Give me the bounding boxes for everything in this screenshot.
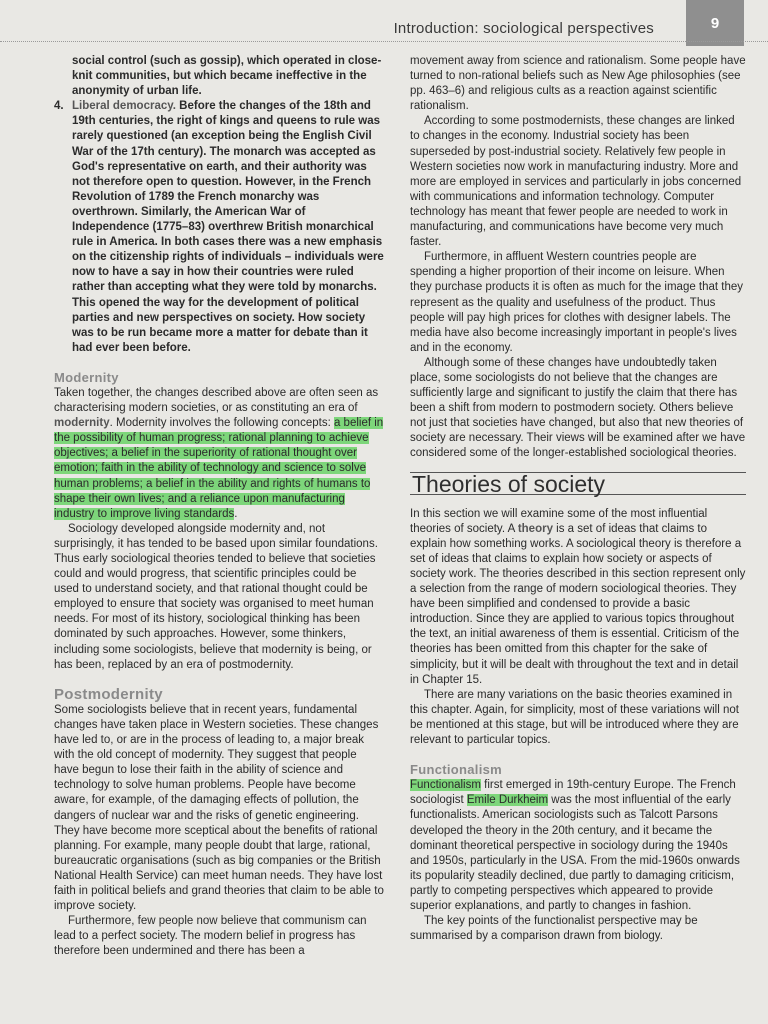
list-number: 4.: [54, 100, 64, 113]
right-paragraph-4: Although some of these changes have undoubtedly taken place, some sociologists do not believe that the changes are sufficiently large and significant to justify the claim that there has been a shift from modern to postmodern society. Others believe not just that societies have changed, but also that new theories of society are necessary. Their views will be examined after we have considered some of the longer-established sociological theories.: [410, 356, 746, 460]
functionalism-paragraph-2: The key points of the functionalist perspective may be summarised by a comparison drawn from biology.: [410, 915, 698, 943]
postmodernity-paragraph-1: Some sociologists believe that in recent years, fundamental changes have taken place in Western societies. These changes have led to, or are in the process of leading to, a major break with the old concept of modernity. They suggest that people have begun to lose their faith in the ability of science and technology to solve human problems. People have become aware, for example, of the damaging effects of pollution, the dangers of nuclear war and the risks of genetic engineering. They have become more sceptical about the benefits of rational planning. For example, many people doubt that large, rational, bureaucratic organisations (such as big companies or the British National Health Service) can meet human needs. They have lost faith in political beliefs and grand theories that claim to be able to improve society.: [54, 703, 384, 913]
page-number: 9: [686, 0, 744, 46]
highlighted-text: a belief in the possibility of human progress; rational planning to achieve objectives; a belief in the superiority of rational thought over emotion; faith in the ability of technology and science to solve human problems; a belief in the ability and rights of humans to shape their own lives; and a reliance upon manufacturing industry to improve living standards: [54, 417, 384, 520]
running-title: Introduction: sociological perspectives: [393, 20, 654, 37]
heading-modernity: Modernity: [54, 369, 119, 385]
theories-section: [410, 472, 746, 495]
text-run: is a set of ideas that claims to explain how something works. A sociological theory is therefore a set of ideas that claims to explain how society or aspects of society work. The theories described in this section represent only a selection from the range of modern sociological theories. They have been simplified and condensed to provide a basic introduction. Since they are applied to various topics throughout the text, an initial awareness of them is essential. Criticism of the theories has been omitted from this chapter for the sake of simplicity, but it will be dealt with throughout the text and in detail in Chapter 15.: [410, 522, 746, 686]
theories-paragraph-1: [410, 507, 746, 688]
text-run: In this section we will examine some of the most influential theories of society. A: [410, 507, 708, 535]
highlighted-durkheim: Emile Durkheim: [466, 794, 549, 807]
page-header: [0, 0, 768, 42]
text-run: .: [234, 507, 238, 520]
list-continuation: social control (such as gossip), which operated in close-knit communities, but which became ineffective in the anonymity of urban life.: [72, 55, 382, 98]
key-term-theory: theory: [517, 522, 553, 535]
postmodernity-paragraph-2: Furthermore, few people now believe that communism can lead to a perfect society. The modern belief in progress has therefore been undermined and there has been a: [54, 915, 367, 958]
text-run: . Modernity involves the following concepts:: [109, 417, 334, 430]
modernity-paragraph-2: Sociology developed alongside modernity and, not surprisingly, it has tended to be based upon similar foundations. Thus early sociological theories tended to believe that societies could and would progress, that scientific principles could be used to understand society, and that rational thought could be employed to ensure that society was organised to meet human needs. For most of its history, sociological thinking has been dominated by such approaches. However, some thinkers, including some sociologists, believe that modernity is being, or has been, replaced by an era of postmodernity.: [54, 522, 378, 671]
left-column: [54, 54, 384, 959]
header-divider: [0, 41, 768, 42]
text-run: was the most influential of the early functionalists. American sociologists such as Talcott Parsons developed the theory in the 20th century, and it became the dominant theoretical perspective in sociology during the 1940s and 1950s, particularly in the USA. From the mid-1960s onwards its popularity steadily declined, due partly to damaging criticism, partly to competing perspectives which appeared to provide superior explanations, and partly to changes in fashion.: [410, 794, 740, 912]
heading-theories-of-society: Theories of society: [410, 473, 746, 495]
functionalism-paragraph-1: [410, 778, 746, 914]
theories-paragraph-2: There are many variations on the basic theories examined in this chapter. Again, for simplicity, most of these variations will not be mentioned at this stage, but will be introduced where they are relevant to particular topics.: [410, 688, 739, 747]
highlighted-functionalism: Functionalism: [410, 779, 481, 792]
text-run: Taken together, the changes described above are often seen as characterising modern societies, or as constituting an era of: [54, 386, 379, 415]
key-term-modernity: modernity: [54, 417, 110, 430]
right-column: [410, 54, 746, 944]
text-run: first emerged in 19th-century Europe. The French sociologist: [410, 779, 736, 807]
right-paragraph-1: movement away from science and rationalism. Some people have turned to non-rational beliefs such as New Age philosophies (see pp. 463–6) and religious cults as a reaction against scientific rationalism.: [410, 55, 746, 113]
right-paragraph-3: Furthermore, in affluent Western countries people are spending a higher proportion of their income on leisure. When they purchase products it is often as much for the image that they represent as the quality and usefulness of the product. Thus people will pay high prices for clothes with designer labels. The media have also become increasingly important in people's lives and in the economy.: [410, 251, 744, 354]
modernity-paragraph-1: [54, 386, 384, 522]
right-paragraph-2: According to some postmodernists, these changes are linked to changes in the economy. Industrial society has been superseded by post-industrial society. Relatively few people in Western societies now work in manufacturing industry. More and more are employed in services and particularly in jobs concerned with communications and information technology. Computer technology has meant that fewer people are needed to work in manufacturing, and communications have become very much faster.: [410, 115, 742, 249]
list-item-4: [54, 99, 384, 356]
list-term: Liberal democracy.: [72, 100, 176, 113]
heading-functionalism: Functionalism: [410, 762, 503, 778]
heading-postmodernity: Postmodernity: [54, 685, 163, 703]
list-text: Before the changes of the 18th and 19th centuries, the right of kings and queens to rule was rarely questioned (an exception being the English Civil War of the 17th century). The monarch was accepted as God's representative on earth, and their authority was not therefore open to question. However, in the French Revolution of 1789 the French monarchy was overthrown. Similarly, the American War of Independence (1775–83) overthrew British monarchical rule in America. In both cases there was a new emphasis on the citizenship rights of individuals – individuals were now to have a say in how their countries were ruled rather than accepting what they were told by monarchs. This opened the way for the development of political parties and new perspectives on society. How society was to be run became more a matter for debate than it had ever been before.: [72, 100, 384, 354]
